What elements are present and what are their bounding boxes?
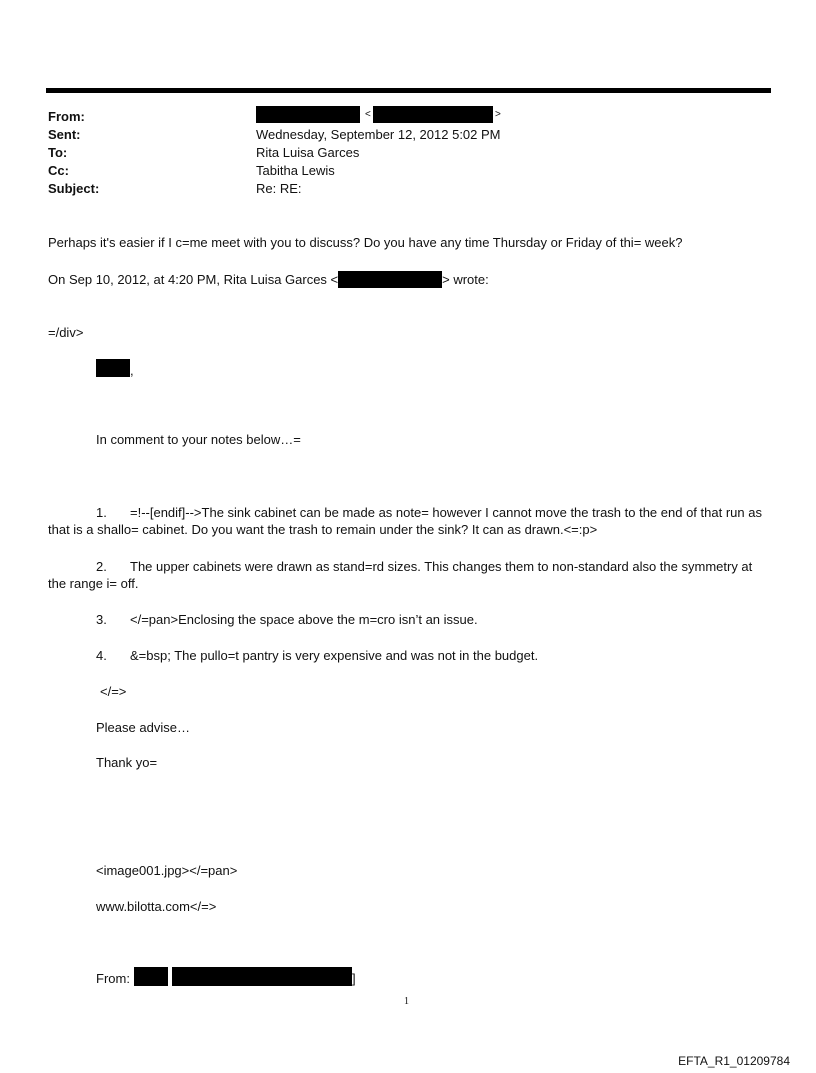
redaction-from-email [373,106,493,123]
item-text: =!--[endif]-->The sink cabinet can be made as note= however I cannot move the trash to the end of that run as that is a shallo= cabinet. Do you want the trash to remain under the sink? It can as drawn.<=:p> [48,505,762,537]
item-number: 1. [96,505,107,520]
subject-label: Subject: [48,181,100,196]
page-number: 1 [404,996,409,1007]
item-text: </=pan>Enclosing the space above the m=cro isn’t an issue. [130,612,478,627]
bates-number: EFTA_R1_01209784 [678,1054,790,1068]
item-text: &=bsp; The pullo=t pantry is very expensive and was not in the budget. [130,648,539,663]
cc-value: Tabitha Lewis [256,163,335,178]
div-artifact: =/div> [48,325,84,340]
list-item-4 [96,648,538,663]
sent-value: Wednesday, September 12, 2012 5:02 PM [256,127,501,142]
sent-label: Sent: [48,127,81,142]
header-rule [46,88,771,93]
from-label: From: [48,109,85,124]
cc-label: Cc: [48,163,69,178]
subject-value: Re: RE: [256,181,302,196]
item-text: The upper cabinets were drawn as stand=rd sizes. This changes them to non-standard also the symmetry at the range i= off. [48,559,753,591]
list-item-1 [48,504,768,538]
quote-header [48,271,489,288]
close-artifact: </=> [100,684,127,699]
item-number: 4. [96,648,107,663]
website-text: www.bilotta.com</=> [96,899,217,914]
to-label: To: [48,145,68,160]
item-number: 3. [96,612,107,627]
to-value: Rita Luisa Garces [256,145,360,160]
please-advise: Please advise… [96,720,190,735]
list-item-3 [96,612,478,627]
redaction-from-name [256,106,360,123]
intro-text: In comment to your notes below…= [96,432,301,447]
quote-suffix: > wrote: [442,272,489,287]
redaction-forward-name [134,967,168,986]
from-gt: > [495,109,501,120]
forwarded-from-bracket: ] [352,971,356,986]
forwarded-from-label: From: [96,971,130,986]
item-number: 2. [96,559,107,574]
greeting-comma: , [130,363,134,378]
redaction-forward-email [172,967,352,986]
redaction-quote-email [338,271,442,288]
from-lt: < [365,109,371,120]
quote-prefix: On Sep 10, 2012, at 4:20 PM, Rita Luisa Garces < [48,272,339,287]
redaction-greeting [96,359,130,377]
thanks-text: Thank yo= [96,755,158,770]
list-item-2 [48,558,768,592]
image-reference: <image001.jpg></=pan> [96,863,238,878]
reply-text: Perhaps it's easier if I c=me meet with you to discuss? Do you have any time Thursday or Friday of thi= week? [48,235,683,250]
